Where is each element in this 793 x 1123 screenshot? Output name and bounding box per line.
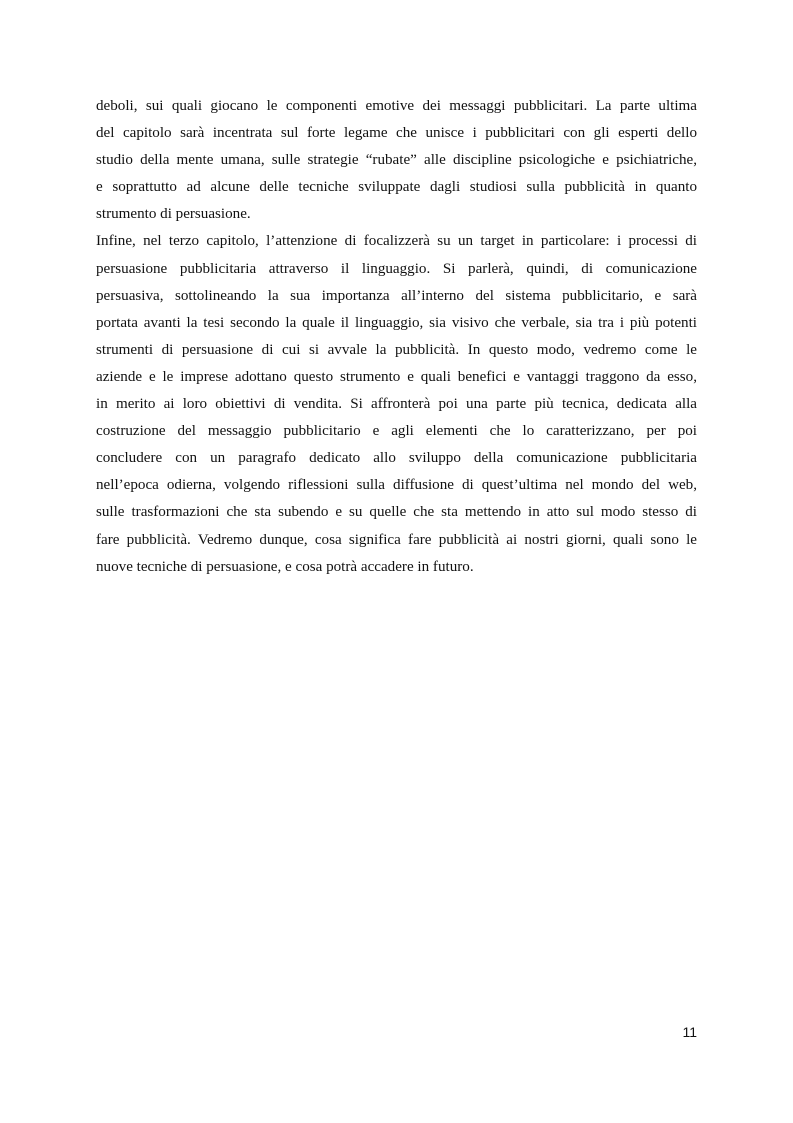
page-number: 11 xyxy=(682,1024,697,1040)
text-line: sulle trasformazioni che sta subendo e su quelle che sta mettendo in atto sul modo stesso di xyxy=(96,504,697,521)
text-line: Infine, nel terzo capitolo, l’attenzione di focalizzerà su un target in particolare: i processi di xyxy=(96,233,697,250)
paragraph-end-line: strumento di persuasione. xyxy=(96,206,251,223)
text-line: studio della mente umana, sulle strategie “rubate” alle discipline psicologiche e psichiatriche, xyxy=(96,152,697,169)
text-line: aziende e le imprese adottano questo strumento e quali benefici e vantaggi traggono da esso, xyxy=(96,368,697,385)
text-line: e soprattutto ad alcune delle tecniche sviluppate dagli studiosi sulla pubblicità in quanto xyxy=(96,179,697,196)
text-line: costruzione del messaggio pubblicitario e agli elementi che lo caratterizzano, per poi xyxy=(96,423,697,440)
text-line: in merito ai loro obiettivi di vendita. Si affronterà poi una parte più tecnica, dedicata alla xyxy=(96,396,697,413)
text-line: persuasione pubblicitaria attraverso il linguaggio. Si parlerà, quindi, di comunicazione xyxy=(96,260,697,277)
text-line: deboli, sui quali giocano le componenti emotive dei messaggi pubblicitari. La parte ultima xyxy=(96,98,697,114)
text-line: portata avanti la tesi secondo la quale il linguaggio, sia visivo che verbale, sia tra i più potenti xyxy=(96,314,697,331)
body-text xyxy=(96,93,697,581)
text-line: nell’epoca odierna, volgendo riflessioni sulla diffusione di quest’ultima nel mondo del web, xyxy=(96,477,697,494)
text-line: fare pubblicità. Vedremo dunque, cosa significa fare pubblicità ai nostri giorni, quali sono le xyxy=(96,531,697,548)
text-line: del capitolo sarà incentrata sul forte legame che unisce i pubblicitari con gli esperti dello xyxy=(96,125,697,142)
text-line: strumenti di persuasione di cui si avvale la pubblicità. In questo modo, vedremo come le xyxy=(96,341,697,358)
text-line: concludere con un paragrafo dedicato allo sviluppo della comunicazione pubblicitaria xyxy=(96,450,697,467)
paragraph-end-line: nuove tecniche di persuasione, e cosa potrà accadere in futuro. xyxy=(96,558,474,575)
text-line: persuasiva, sottolineando la sua importanza all’interno del sistema pubblicitario, e sarà xyxy=(96,287,697,304)
